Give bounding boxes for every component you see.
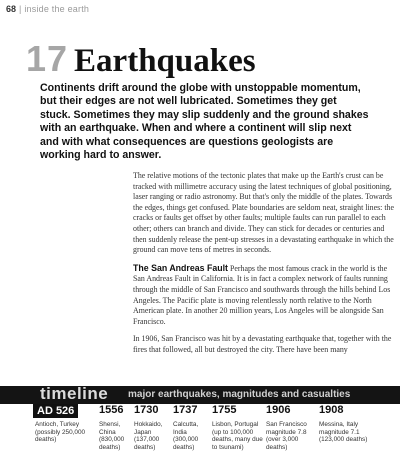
header-separator: | [19,4,22,14]
timeline-event: Antioch, Turkey (possibly 250,000 deaths) [35,421,86,444]
chapter-heading [26,38,256,80]
intro-paragraph: Continents drift around the globe with unstoppable momentum, but their edges are not well lubricated. Sometimes they get stuck. Sometimes they may slip suddenly and the ground shakes with an earthquake. When and where a continent will slip next and with what consequences are questions geologists are working hard to answer. [40,82,369,162]
timeline-label: timeline [40,384,109,403]
page-number: 68 [6,4,17,14]
timeline-event: Messina, Italy magnitude 7.1 (123,000 deaths) [319,421,368,444]
timeline-year: 1908 [319,404,344,416]
timeline-title: major earthquakes, magnitudes and casualties [128,389,351,400]
timeline-year: 1755 [212,404,237,416]
timeline-year: 1556 [99,404,124,416]
timeline-year: AD 526 [33,404,78,418]
body-paragraph-2-text: Perhaps the most famous crack in the world is the San Andreas Fault in California. It is in fact a complex network of faults running through the middle of San Francisco and southwards through the hills behind Los Angeles. The Pacific plate is moving relentlessly north relative to the North American plate. In another 20 million years, Los Angeles will be alongside San Francisco. [133,263,391,326]
timeline-event: Calcutta, India (300,000 deaths) [173,421,199,451]
body-paragraph-3: In 1906, San Francisco was hit by a devastating earthquake that, together with the fires that followed, all but destroyed the city. There have been many [133,334,392,354]
running-header [6,4,89,14]
subheading-san-andreas: The San Andreas Fault [133,262,228,273]
section-title: inside the earth [24,4,90,14]
timeline-years [0,404,400,420]
timeline-year: 1730 [134,404,159,416]
timeline-year: 1737 [173,404,198,416]
timeline-event: Hokkaido, Japan (137,000 deaths) [134,421,163,451]
body-paragraph-1: The relative motions of the tectonic plates that make up the Earth's crust can be tracked with millimetre accuracy using the latest techniques of global positioning, laser ranging or radio astronomy. But that's only the middle of the plates. Towards the edges, things get confused. Plate boundaries are seldom neat, straight lines: the cracks or faults get offset by other faults; multiple faults can run parallel to each other; others can branch and divide. They can stick for decades or centuries and then suddenly release the pent-up stresses in a devastating earthquake in which the ground can move tens of metres in seconds. [133,171,394,255]
timeline-event: Lisbon, Portugal (up to 100,000 deaths, many due to tsunami) [212,421,263,451]
chapter-number: 17 [26,38,69,79]
body-text [133,171,395,363]
timeline-year: 1906 [266,404,291,416]
timeline-event: Shensi, China (830,000 deaths) [99,421,125,451]
timeline-event: San Francisco magnitude 7.8 (over 3,000 deaths) [266,421,307,451]
body-paragraph-2 [133,263,395,328]
chapter-title: Earthquakes [74,43,256,79]
